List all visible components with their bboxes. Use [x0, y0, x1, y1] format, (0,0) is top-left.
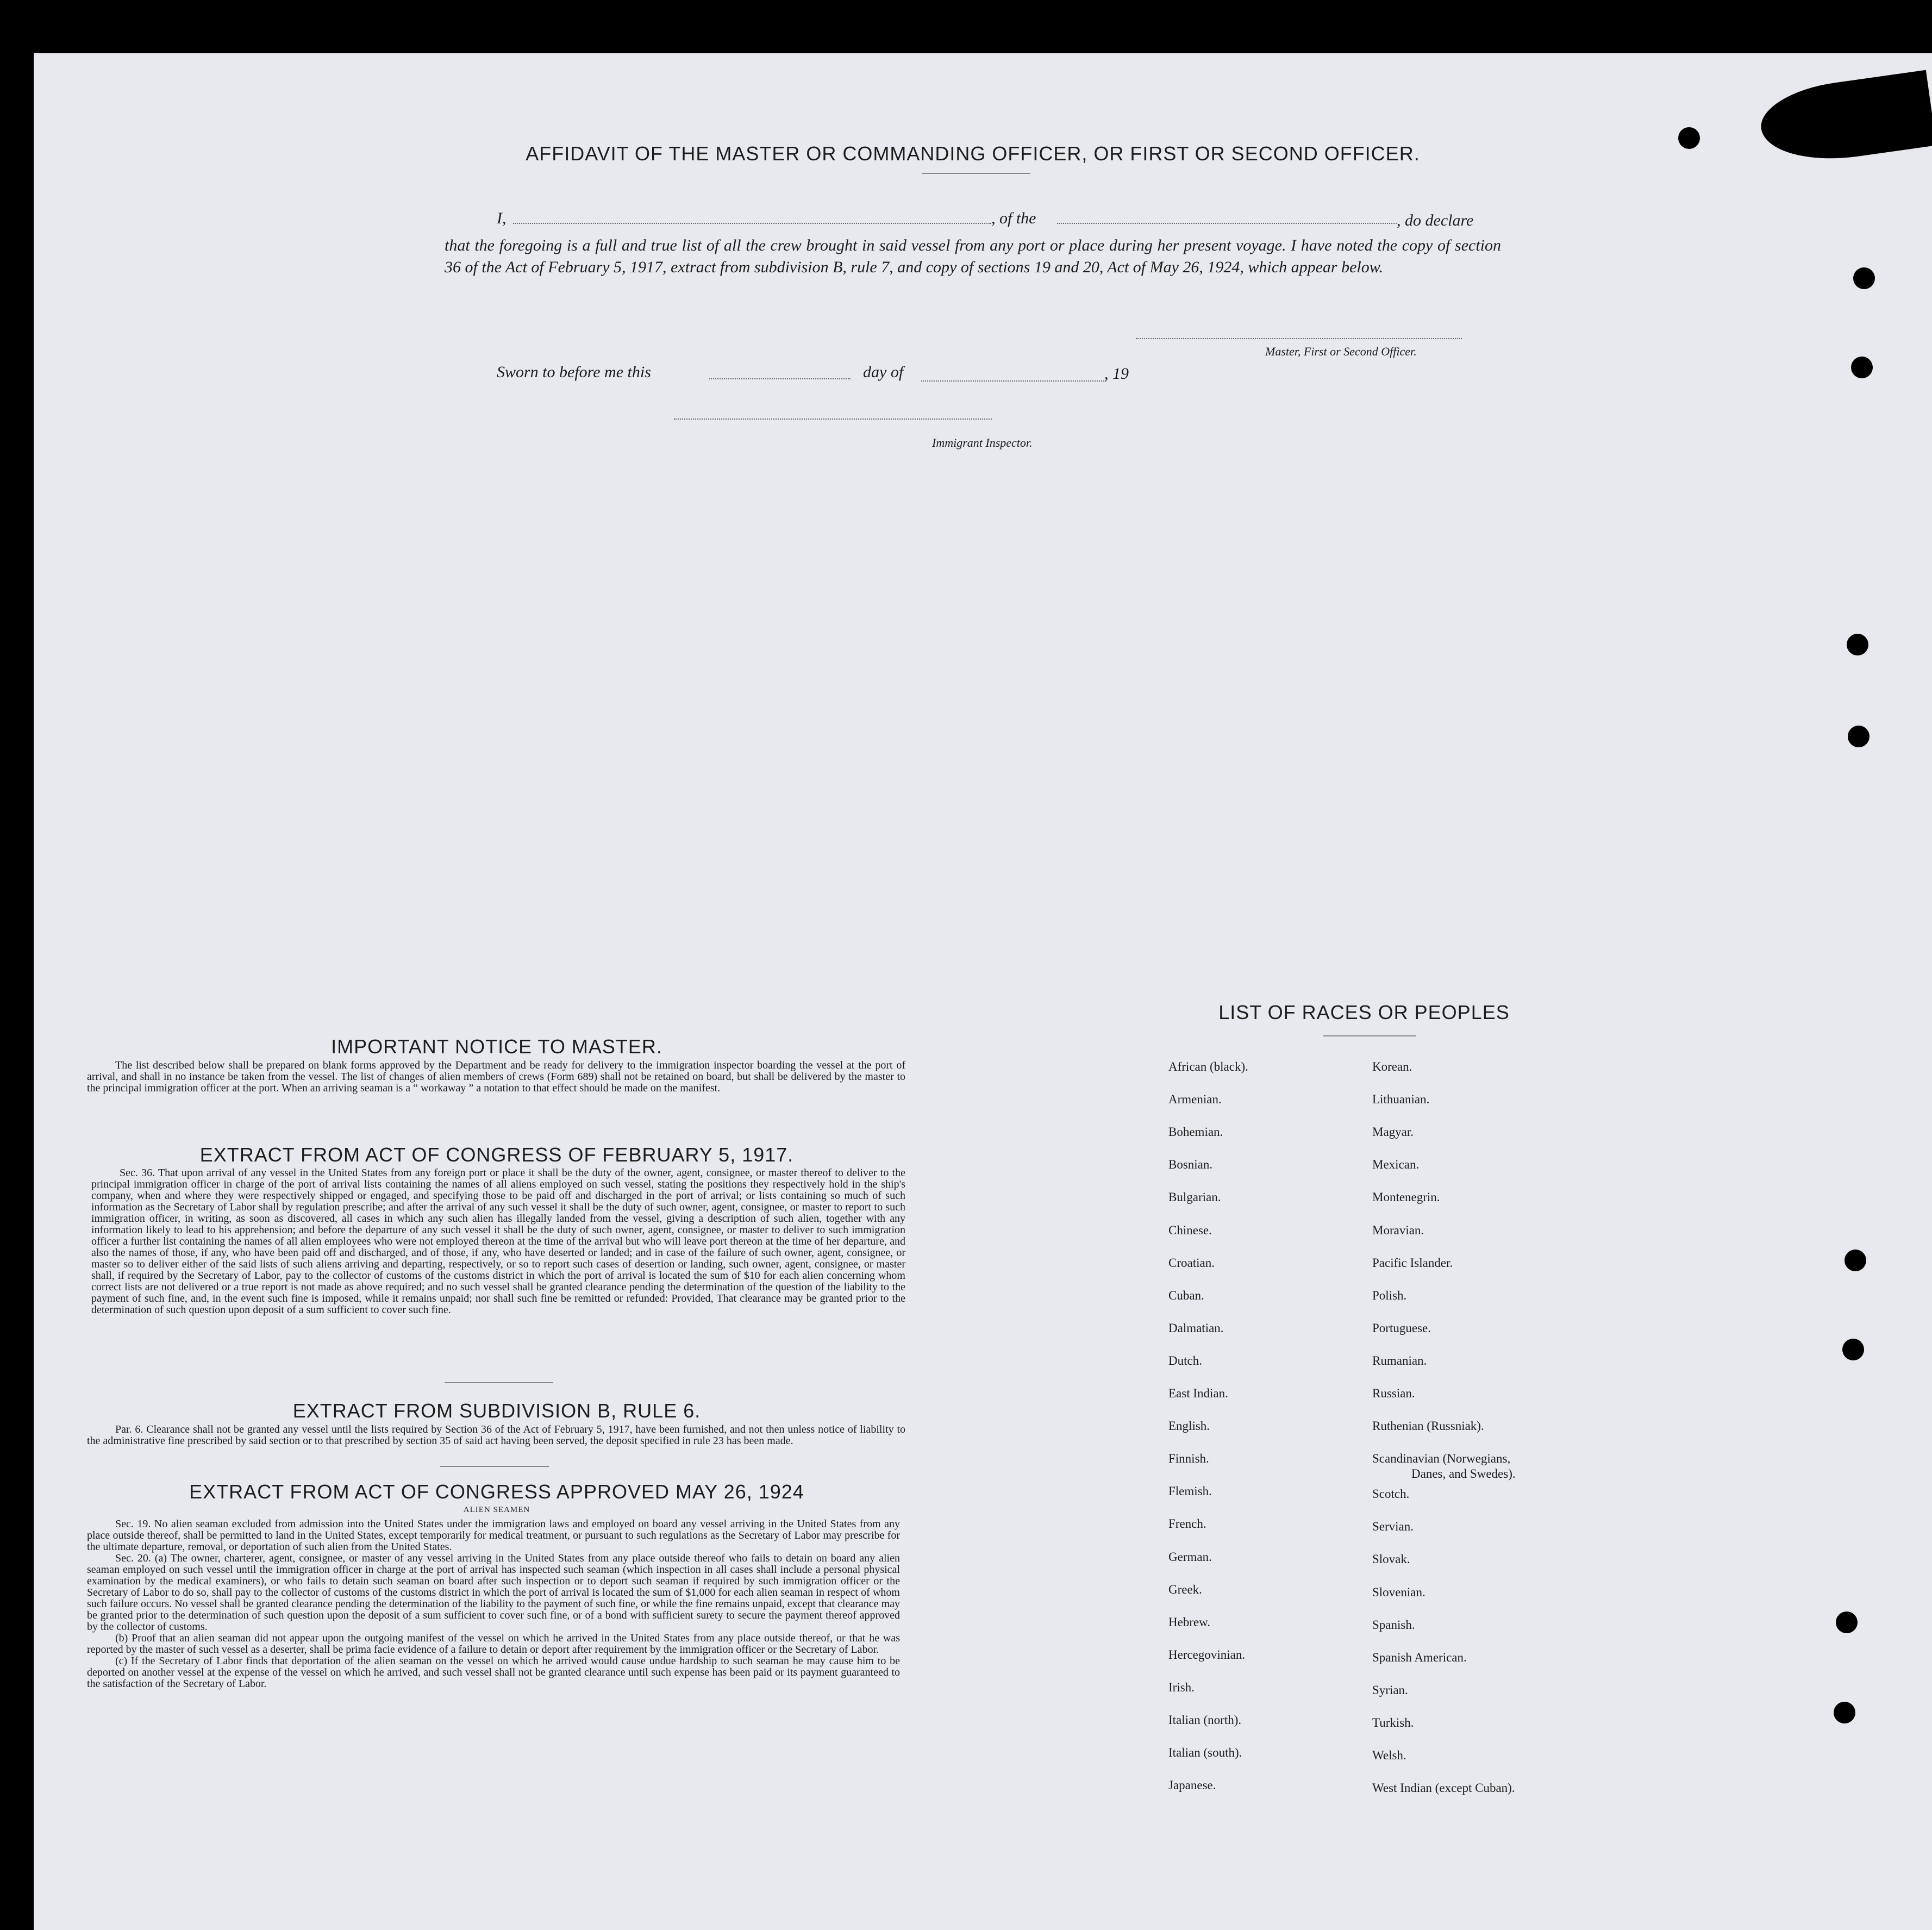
year-label: , 19 — [1104, 365, 1129, 383]
day-of-label: day of — [863, 363, 904, 381]
section-divider — [445, 1382, 553, 1383]
rule-6-paragraph: Par. 6. Clearance shall not be granted any vessel until the lists required by Section 36 of the Act of February 5, 1917, have been furnished, and not then unless notice of liability to the administrative fine prescribed by said section or to that prescribed by section 35 of said act having been served, the deposit specified in rule 23 has been made. — [87, 1423, 905, 1447]
race-item: West Indian (except Cuban). — [1372, 1781, 1515, 1795]
races-title: LIST OF RACES OR PEOPLES — [1218, 1001, 1510, 1023]
race-item: Italian (south). — [1168, 1746, 1242, 1759]
signature-line[interactable] — [1136, 338, 1462, 339]
name-blank[interactable] — [513, 223, 991, 224]
race-item: Syrian. — [1372, 1683, 1408, 1697]
punch-hole — [1834, 1702, 1855, 1723]
punch-hole — [1845, 1250, 1866, 1271]
race-item: Turkish. — [1372, 1716, 1414, 1729]
race-item: Bohemian. — [1168, 1125, 1223, 1139]
sworn-day-blank[interactable] — [709, 378, 851, 379]
race-item: German. — [1168, 1550, 1212, 1564]
race-item: Cuban. — [1168, 1289, 1204, 1302]
race-item: Spanish American. — [1372, 1651, 1467, 1664]
race-item: Dalmatian. — [1168, 1321, 1224, 1335]
race-item: Servian. — [1372, 1520, 1414, 1533]
race-item: Slovak. — [1372, 1552, 1410, 1566]
race-item: Finnish. — [1168, 1452, 1209, 1465]
race-item: Polish. — [1372, 1289, 1407, 1302]
position-blank[interactable] — [1057, 223, 1397, 224]
race-item: Bulgarian. — [1168, 1190, 1221, 1204]
race-item: Croatian. — [1168, 1256, 1215, 1270]
race-item: Ruthenian (Russniak). — [1372, 1419, 1484, 1433]
punch-hole — [1842, 1339, 1864, 1360]
race-item: Russian. — [1372, 1386, 1415, 1400]
race-item: Greek. — [1168, 1583, 1202, 1596]
extract-1924-text — [87, 1519, 900, 1690]
race-item: East Indian. — [1168, 1386, 1228, 1400]
race-item: Lithuanian. — [1372, 1092, 1430, 1106]
race-item: French. — [1168, 1517, 1206, 1531]
race-item: Scandinavian (Norwegians, — [1372, 1452, 1511, 1465]
notice-title: IMPORTANT NOTICE TO MASTER. — [331, 1035, 662, 1058]
race-item: Welsh. — [1372, 1748, 1406, 1762]
race-item: Korean. — [1372, 1060, 1412, 1073]
race-item: Hebrew. — [1168, 1615, 1211, 1629]
punch-hole — [1678, 127, 1700, 149]
extract-1917-text — [91, 1167, 905, 1316]
notice-paragraph: The list described below shall be prepared on blank forms approved by the Department and be ready for delivery to the immigration inspector boarding the vessel at the port of arrival, and shall in no instance be taken from the vessel. The list of changes of alien members of crews (Form 689) shall not be retained on board, but shall be delivered by the master to the principal immigration officer at the port. When an arriving seaman is a “ workaway ” a notation to that effect should be made on the manifest. — [87, 1059, 905, 1094]
punch-hole — [1836, 1612, 1858, 1633]
affidavit-do-declare: , do declare — [1397, 211, 1474, 229]
inspector-signature-line[interactable] — [674, 419, 992, 420]
section-divider — [440, 1466, 549, 1467]
race-item: Danes, and Swedes). — [1411, 1467, 1516, 1481]
race-item: Magyar. — [1372, 1125, 1414, 1139]
race-item: Hercegovinian. — [1168, 1648, 1246, 1662]
race-item: Chinese. — [1168, 1223, 1212, 1237]
extract-rule-title: EXTRACT FROM SUBDIVISION B, RULE 6. — [292, 1400, 701, 1422]
affidavit-of-the: , of the — [991, 209, 1036, 227]
race-item: Scotch. — [1372, 1487, 1410, 1501]
race-item: Armenian. — [1168, 1092, 1222, 1106]
affidavit-title: AFFIDAVIT OF THE MASTER OR COMMANDING OFFICER, OR FIRST OR SECOND OFFICER. — [526, 142, 1420, 165]
section-20a-paragraph: Sec. 20. (a) The owner, charterer, agent, consignee, or master of any vessel arriving in the United States from any place outside thereof who fails to detain on board any alien seaman employed on such vessel until the immigration officer in charge at the port of arrival has inspected such seaman (which inspection in all cases shall include a personal physical examination by the medical examiners), or who fails to detain such seaman on board after such inspection or to deport such seaman if required by such immigration officer or the Secretary of Labor to do so, shall pay to the collector of customs of the customs district in which the port of arrival is located the sum of $1,000 for each alien seaman in respect of whom such failure occurs. No vessel shall be granted clearance pending the determination of the liability to the payment of such fine, or while the fine remains unpaid, except that clearance may be granted prior to the determination of such question upon the deposit of a sum sufficient to cover such fine, or of a bond with sufficient surety to secure the payment thereof approved by the collector of customs. — [87, 1552, 900, 1633]
section-19-paragraph: Sec. 19. No alien seaman excluded from admission into the United States under the immigration laws and employed on board any vessel arriving in the United States from any place outside thereof, shall be permitted to land in the United States, except temporarily for medical treatment, or pursuant to such regulations as the Secretary of Labor may prescribe for the ultimate departure, removal, or deportation of such alien from the United States. — [87, 1518, 900, 1553]
race-item: Japanese. — [1168, 1778, 1216, 1792]
extract-1917-title: EXTRACT FROM ACT OF CONGRESS OF FEBRUARY 5, 1917. — [199, 1144, 794, 1166]
punch-hole — [1848, 726, 1870, 747]
extract-rule-text — [87, 1424, 905, 1447]
affidavit-i-label: I, — [497, 209, 507, 227]
alien-seamen-subtitle: ALIEN SEAMEN — [463, 1506, 530, 1514]
sworn-month-blank[interactable] — [921, 380, 1106, 382]
race-item: Slovenian. — [1372, 1585, 1425, 1599]
race-item: Dutch. — [1168, 1354, 1202, 1367]
notice-text — [87, 1060, 905, 1094]
punch-hole — [1847, 634, 1868, 655]
punch-hole — [1853, 267, 1875, 289]
section-36-paragraph: Sec. 36. That upon arrival of any vessel in the United States from any foreign port or place it shall be the duty of the owner, agent, consignee, or master thereof to deliver to the principal immigration officer in charge of the port of arrival lists containing the names of all aliens employed on such vessel, stating the positions they respectively hold in the ship's company, when and where they were respectively shipped or engaged, and specifying those to be paid off and discharged in the port of arrival; or lists containing so much of such information as the Secretary of Labor shall by regulation prescribe; and after the arrival of any such vessel it shall be the duty of such owner, agent, consignee, or master to report to such immigration officer, in writing, as soon as discovered, all cases in which any such alien has illegally landed from the vessel, giving a description of such alien, together with any information likely to lead to his apprehension; and before the departure of any such vessel it shall be the duty of such owner, agent, consignee, or master to deliver to such immigration officer a further list containing the names of all alien employees who were not employed thereon at the time of the arrival but who will leave port thereon at the time of her departure, and also the names of those, if any, who have been paid off and discharged, and of those, if any, who have deserted or landed; and in case of the failure of such owner, agent, consignee, or master so to deliver either of the said lists of such aliens arriving and departing, respectively, or so to report such cases of desertion or landing, such owner, agent, consignee, or master shall, if required by the Secretary of Labor, pay to the collector of customs of the customs district in which the port of arrival is located the sum of $10 for each alien concerning whom correct lists are not delivered or a true report is not made as above required; and no such vessel shall be granted clearance pending the determination of the question of the liability to the payment of such fine, and, in the event such fine is imposed, while it remains unpaid; nor shall such fine be remitted or refunded: Provided, That clearance may be granted prior to the determination of such question upon deposit of a sum sufficient to cover such fine. — [91, 1167, 905, 1316]
races-divider — [1323, 1035, 1416, 1036]
race-item: Irish. — [1168, 1681, 1195, 1694]
inspector-caption: Immigrant Inspector. — [932, 436, 1033, 449]
race-item: Mexican. — [1372, 1158, 1420, 1171]
signature-caption: Master, First or Second Officer. — [1265, 345, 1417, 358]
race-item: Bosnian. — [1168, 1158, 1213, 1171]
race-item: Spanish. — [1372, 1618, 1415, 1632]
race-item: Flemish. — [1168, 1484, 1212, 1498]
title-divider — [922, 173, 1030, 174]
race-item: African (black). — [1168, 1060, 1248, 1073]
race-item: Pacific Islander. — [1372, 1256, 1453, 1270]
race-item: Montenegrin. — [1372, 1190, 1440, 1204]
punch-hole — [1851, 357, 1873, 378]
section-20c-paragraph: (c) If the Secretary of Labor finds that deportation of the alien seaman on the vessel on which he arrived would cause undue hardship to such seaman he may cause him to be deported on another vessel at the expense of the vessel on which he arrived, and such vessel shall not be granted clearance until such expense has been paid or its payment guaranteed to the satisfaction of the Secretary of Labor. — [87, 1655, 900, 1690]
sworn-label: Sworn to before me this — [497, 363, 651, 381]
affidavit-declaration: that the foregoing is a full and true list of all the crew brought in said vessel from any port or place during her present voyage. I have noted the copy of section 36 of the Act of February 5, 1917, extract from subdivision B, rule 7, and copy of sections 19 and 20, Act of May 26, 1924, which appear below. — [445, 236, 1501, 276]
race-item: Rumanian. — [1372, 1354, 1427, 1367]
section-20b-paragraph: (b) Proof that an alien seaman did not appear upon the outgoing manifest of the vessel on which he arrived in the United States from any place outside thereof, or that he was reported by the master of such vessel as a deserter, shall be prima facie evidence of a failure to detain or deport after requirement by the immigration officer or the Secretary of Labor. — [87, 1632, 900, 1656]
extract-1924-title: EXTRACT FROM ACT OF CONGRESS APPROVED MAY 26, 1924 — [189, 1481, 804, 1503]
race-item: Italian (north). — [1168, 1713, 1242, 1727]
race-item: Portuguese. — [1372, 1321, 1431, 1335]
race-item: Moravian. — [1372, 1223, 1424, 1237]
race-item: English. — [1168, 1419, 1210, 1433]
